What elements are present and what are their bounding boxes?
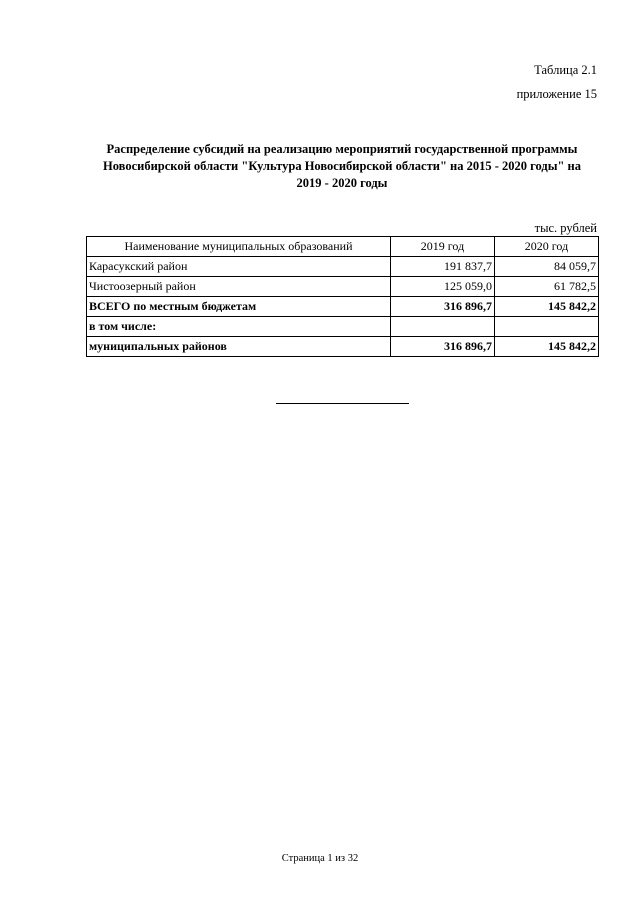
districts-2020-cell: 145 842,2 [495, 337, 599, 357]
value-2019-cell: 125 059,0 [391, 277, 495, 297]
column-header-2020: 2020 год [495, 237, 599, 257]
page-footer: Страница 1 из 32 [281, 853, 359, 864]
column-header-municipality: Наименование муниципальных образований [87, 237, 391, 257]
table-row-total [87, 297, 599, 317]
table-row-including [87, 317, 599, 337]
document-title [78, 141, 606, 192]
total-label-cell: ВСЕГО по местным бюджетам [87, 297, 391, 317]
document-title-line: 2019 - 2020 годы [296, 176, 388, 190]
value-2020-cell: 61 782,5 [495, 277, 599, 297]
districts-2019-cell: 316 896,7 [391, 337, 495, 357]
municipality-cell: Чистоозерный район [87, 277, 391, 297]
total-2019-cell: 316 896,7 [391, 297, 495, 317]
districts-label-cell: муниципальных районов [87, 337, 391, 357]
including-label-cell: в том числе: [87, 317, 391, 337]
table-row [87, 257, 599, 277]
units-label: тыс. рублей [534, 221, 597, 235]
empty-2020-cell [495, 317, 599, 337]
value-2019-cell: 191 837,7 [391, 257, 495, 277]
document-title-line: Распределение субсидий на реализацию мероприятий государственной программы [106, 142, 578, 156]
table-row [87, 277, 599, 297]
appendix-caption: приложение 15 [516, 87, 597, 101]
table-number-caption: Таблица 2.1 [534, 63, 597, 77]
table-header-row [87, 237, 599, 257]
municipality-cell: Карасукский район [87, 257, 391, 277]
empty-2019-cell [391, 317, 495, 337]
document-title-line: Новосибирской области "Культура Новосибирской области" на 2015 - 2020 годы" на [103, 159, 581, 173]
table-row-districts [87, 337, 599, 357]
column-header-2019: 2019 год [391, 237, 495, 257]
subsidy-table [86, 236, 599, 357]
value-2020-cell: 84 059,7 [495, 257, 599, 277]
total-2020-cell: 145 842,2 [495, 297, 599, 317]
section-divider [276, 403, 409, 404]
